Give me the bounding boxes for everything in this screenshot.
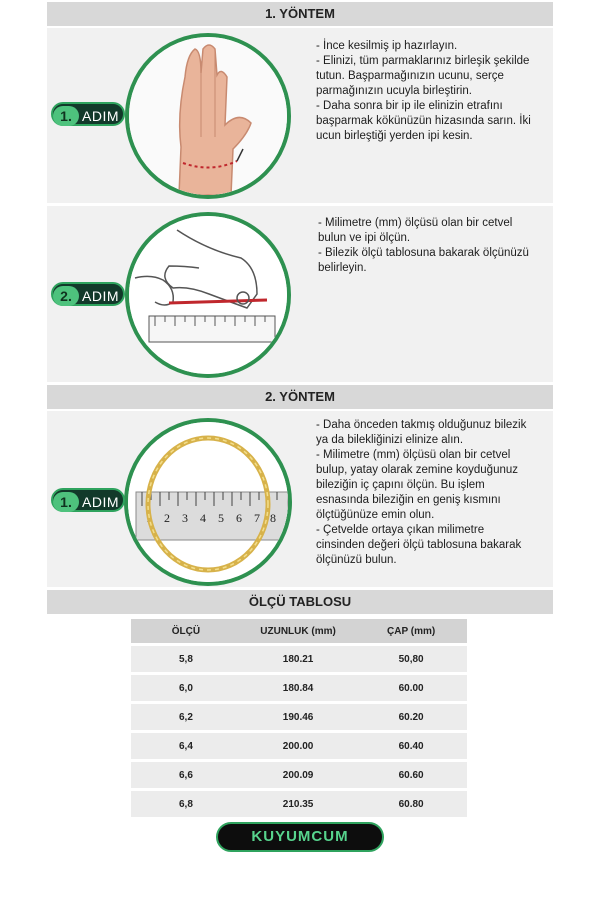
instruction-line: - Milimetre (mm) ölçüsü olan bir cetvel bulun ve ipi ölçün. — [318, 217, 513, 244]
method2-step1-circle — [124, 418, 292, 586]
brand-button[interactable]: KUYUMCUM — [216, 822, 384, 852]
instruction-line: - İnce kesilmiş ip hazırlayın. — [316, 40, 458, 52]
table-cell: 210.35 — [241, 791, 355, 817]
table-row — [131, 704, 467, 730]
table-row — [131, 791, 467, 817]
instruction-line: - Milimetre (mm) ölçüsü olan bir cetvel bulup, yatay olarak zemine koyduğunuz bileziğin iç çapını ölçün. Bu işlem esnasında bileziğin en geniş kısmını ölçtüğünüze emin olun. — [316, 449, 519, 521]
table-cell: 180.84 — [241, 675, 355, 701]
hand-string-icon — [129, 37, 287, 195]
table-cell: 60.80 — [355, 791, 467, 817]
table-cell: 180.21 — [241, 646, 355, 672]
ruler-number: 2 — [164, 511, 170, 525]
hand-ruler-icon — [129, 216, 287, 374]
instruction-line: - Daha sonra bir ip ile elinizin etrafını başparmak kökünüzün hizasında sarın. İki ucun birleştiği yerden ipi kesin. — [316, 100, 531, 142]
method1-step2-text — [318, 216, 554, 276]
table-cell: 60.00 — [355, 675, 467, 701]
table-cell: 6,2 — [131, 704, 241, 730]
ruler-number: 8 — [270, 511, 276, 525]
badge-number: 1. — [53, 492, 79, 512]
table-cell: 190.46 — [241, 704, 355, 730]
table-row — [131, 762, 467, 788]
bracelet-ruler-icon — [128, 422, 288, 582]
method2-step1-text — [316, 418, 552, 568]
table-cell: 50,80 — [355, 646, 467, 672]
table-cell: 6,6 — [131, 762, 241, 788]
method1-step1-text — [316, 39, 552, 144]
table-cell: 200.00 — [241, 733, 355, 759]
table-row — [131, 646, 467, 672]
ruler-number: 3 — [182, 511, 188, 525]
table-row — [131, 733, 467, 759]
method1-title: 1. YÖNTEM — [47, 2, 553, 26]
badge-label: ADIM — [82, 288, 119, 304]
method1-step2-badge — [51, 282, 125, 306]
ruler-number: 6 — [236, 511, 242, 525]
table-cell: 5,8 — [131, 646, 241, 672]
method1-step1-badge — [51, 102, 125, 126]
column-header: ÖLÇÜ — [131, 619, 241, 643]
table-cell: 6,4 — [131, 733, 241, 759]
badge-number: 2. — [53, 286, 79, 306]
table-cell: 6,0 — [131, 675, 241, 701]
instruction-line: - Elinizi, tüm parmaklarınız birleşik şekilde tutun. Başparmağınızın ucunu, serçe parmağınızın ucuyla birleştirin. — [316, 55, 530, 97]
size-table — [131, 616, 467, 820]
instruction-line: - Çetvelde ortaya çıkan milimetre cinsinden değeri ölçü tablosuna bakarak ölçünüzü bulun. — [316, 524, 522, 566]
table-cell: 60.20 — [355, 704, 467, 730]
table-header-row — [131, 619, 467, 643]
table-row — [131, 675, 467, 701]
column-header: ÇAP (mm) — [355, 619, 467, 643]
table-cell: 60.40 — [355, 733, 467, 759]
table-cell: 60.60 — [355, 762, 467, 788]
instruction-line: - Bilezik ölçü tablosuna bakarak ölçünüzü belirleyin. — [318, 247, 529, 274]
method1-step1-circle — [125, 33, 291, 199]
ruler-number: 4 — [200, 511, 206, 525]
method2-step1-badge — [51, 488, 125, 512]
ruler-number: 5 — [218, 511, 224, 525]
table-cell: 200.09 — [241, 762, 355, 788]
column-header: UZUNLUK (mm) — [241, 619, 355, 643]
table-cell: 6,8 — [131, 791, 241, 817]
method1-step2-circle — [125, 212, 291, 378]
badge-number: 1. — [53, 106, 79, 126]
instruction-line: - Daha önceden takmış olduğunuz bilezik ya da bilekliğinizi elinize alın. — [316, 419, 527, 446]
badge-label: ADIM — [82, 494, 119, 510]
badge-label: ADIM — [82, 108, 119, 124]
ruler-number: 1 — [146, 511, 152, 525]
method2-title: 2. YÖNTEM — [47, 385, 553, 409]
ruler-number: 7 — [254, 511, 260, 525]
size-table-title: ÖLÇÜ TABLOSU — [47, 590, 553, 614]
